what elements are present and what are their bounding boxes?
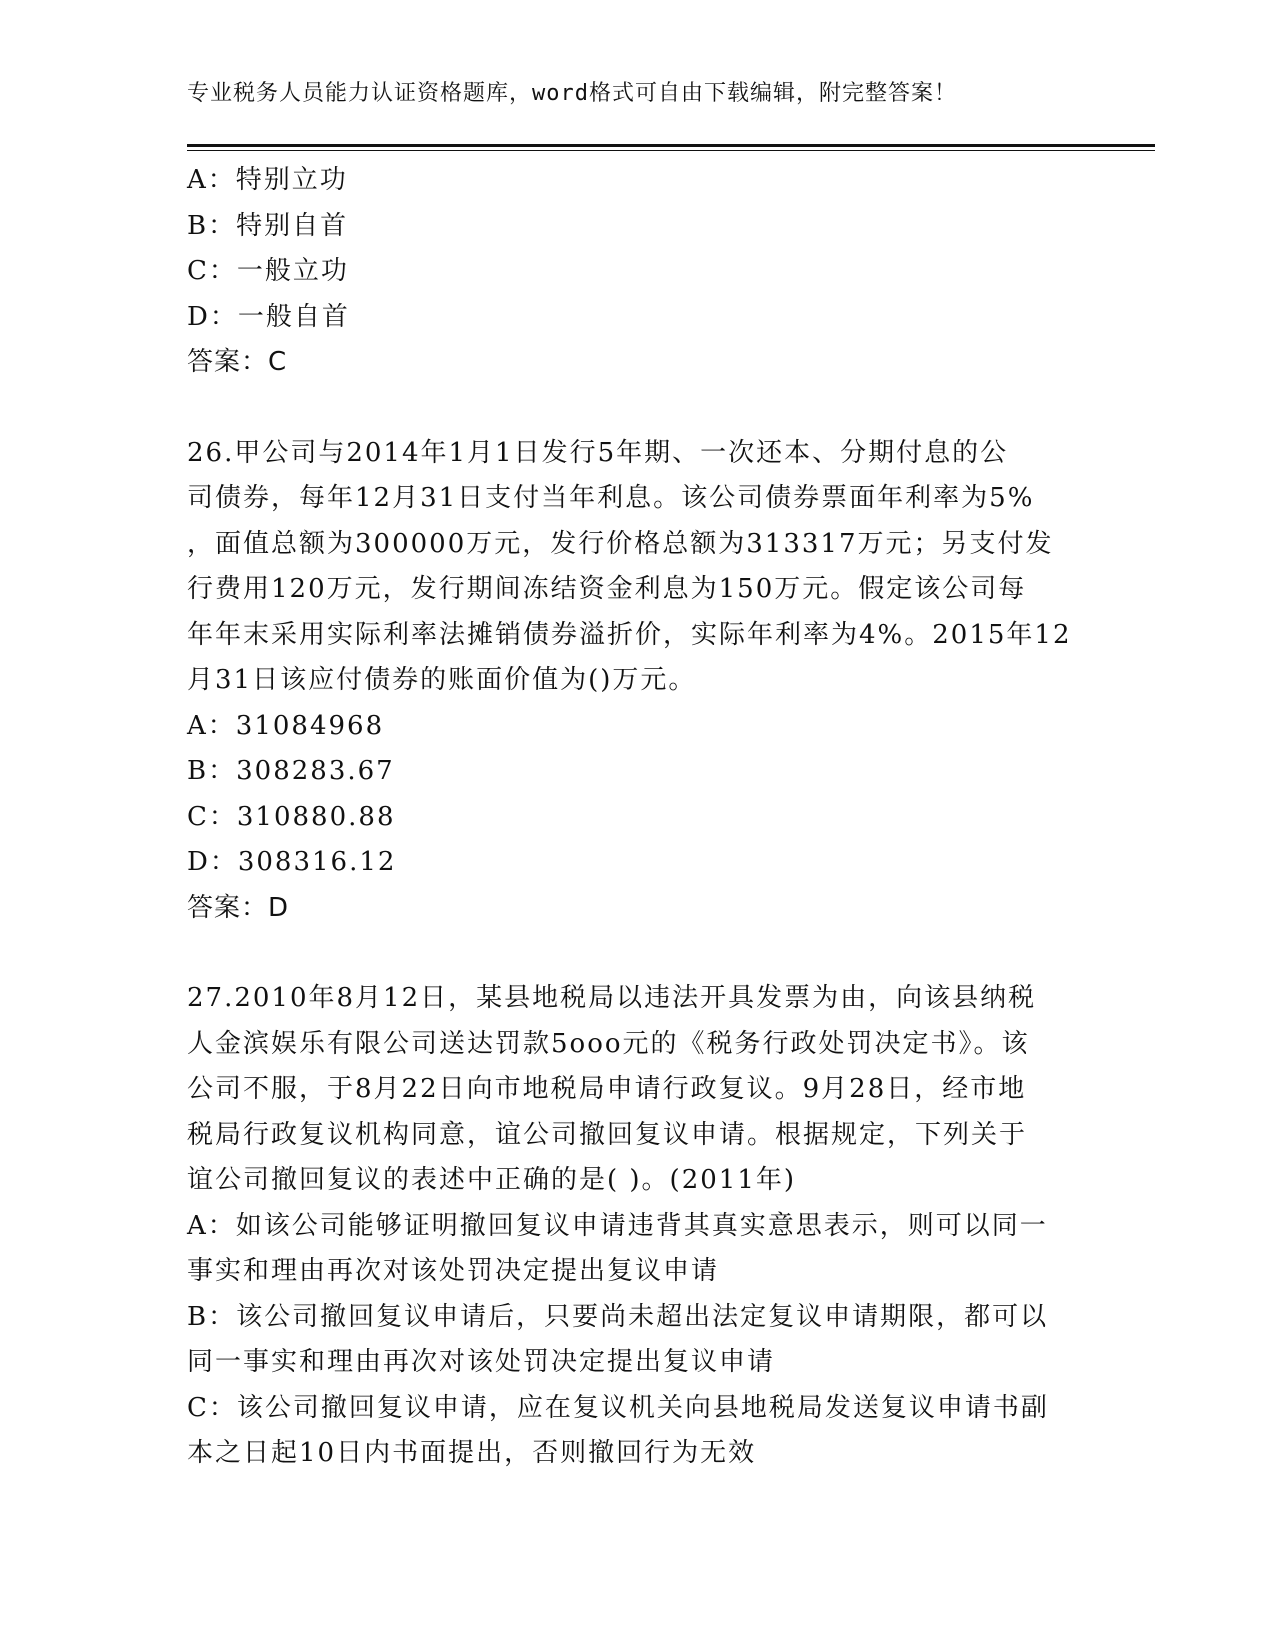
document-body	[187, 158, 1087, 1477]
q26-stem-line: 司债券，每年12月31日支付当年利息。该公司债券票面年利率为5%	[187, 483, 1035, 513]
question-25-block	[187, 158, 1087, 386]
q27-option-c-line: C：该公司撤回复议申请，应在复议机关向县地税局发送复议申请书副	[187, 1392, 1049, 1423]
q26-stem-line: ，面值总额为300000万元，发行价格总额为313317万元；另支付发	[187, 528, 1054, 559]
q27-stem-line: 27.2010年8月12日，某县地税局以违法开具发票为由，向该县纳税	[187, 983, 1037, 1013]
q26-option-a: A：31084968	[187, 710, 385, 741]
q27-stem-line: 人金滨娱乐有限公司送达罚款5ooo元的《税务行政处罚决定书》。该	[187, 1028, 1030, 1059]
question-26-block	[187, 431, 1087, 932]
q25-option-b: B：特别自首	[187, 210, 349, 241]
q26-stem-line: 年年末采用实际利率法摊销债券溢折价，实际年利率为4%。2015年12	[187, 619, 1072, 650]
q27-stem-line: 公司不服，于8月22日向市地税局申请行政复议。9月28日，经市地	[187, 1074, 1027, 1104]
question-27-block	[187, 976, 1087, 1477]
q26-option-d: D：308316.12	[187, 847, 397, 877]
spacer	[187, 931, 1087, 976]
header-rule-thick	[187, 144, 1155, 147]
q26-stem-line: 月31日该应付债券的账面价值为()万元。	[187, 665, 697, 695]
page-header: 专业税务人员能力认证资格题库，word格式可自由下载编辑，附完整答案！	[187, 81, 957, 106]
q25-answer: 答案：C	[187, 347, 288, 377]
q25-option-d: D：一般自首	[187, 301, 350, 332]
spacer	[187, 386, 1087, 431]
q27-option-c-line: 本之日起10日内书面提出，否则撤回行为无效	[187, 1438, 757, 1468]
q27-option-b-line: B：该公司撤回复议申请后，只要尚未超出法定复议申请期限，都可以	[187, 1301, 1049, 1332]
q27-stem-line: 税局行政复议机构同意，谊公司撤回复议申请。根据规定，下列关于	[187, 1119, 1028, 1150]
header-rule-thin	[187, 150, 1155, 151]
q27-option-b-line: 同一事实和理由再次对该处罚决定提出复议申请	[187, 1347, 776, 1377]
q25-option-a: A：特别立功	[187, 165, 348, 195]
q25-option-c: C：一般立功	[187, 256, 349, 286]
q27-option-a-line: 事实和理由再次对该处罚决定提出复议申请	[187, 1256, 720, 1286]
q27-stem-line: 谊公司撤回复议的表述中正确的是( )。(2011年)	[187, 1165, 797, 1195]
q26-option-c: C：310880.88	[187, 801, 396, 832]
q27-option-a-line: A：如该公司能够证明撤回复议申请违背其真实意思表示，则可以同一	[187, 1210, 1048, 1241]
q26-answer: 答案：D	[187, 892, 290, 923]
q26-stem-line: 行费用120万元，发行期间冻结资金利息为150万元。假定该公司每	[187, 574, 1027, 604]
q26-stem-line: 26.甲公司与2014年1月1日发行5年期、一次还本、分期付息的公	[187, 437, 1009, 468]
q26-option-b: B：308283.67	[187, 756, 395, 786]
